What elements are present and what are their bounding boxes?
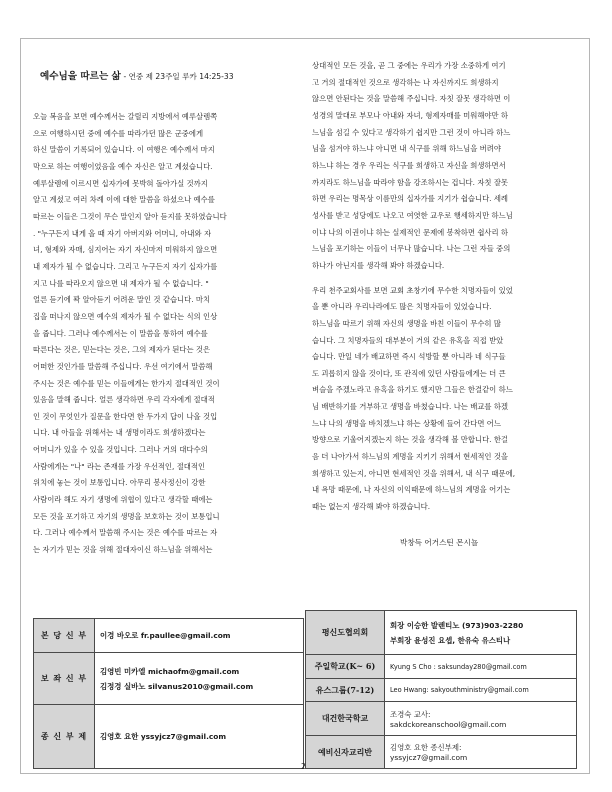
text-line: 느님을 섬길 수 있다고 생각하기 쉽지만 그런 것이 아니라 하느 (312, 127, 511, 137)
text-line: 하신 말씀이 기록되어 있습니다. 이 여행은 예수께서 마지 (33, 145, 215, 155)
text-line: 때는 없는지 생각해 봐야 하겠습니다. (312, 502, 431, 512)
text-line: 님 배반하기를 거부하고 생명을 바쳤습니다. 나는 배교를 하겠 (312, 402, 509, 412)
clergy-row-associate (34, 653, 304, 705)
article-left-column (33, 109, 298, 559)
text-line: 성사를 받고 성당에도 나오고 여엿한 교우로 행세하지만 하느님 (312, 210, 513, 220)
author-signature: 박창득 어거스틴 몬시뇰 (400, 538, 479, 547)
ministry-row (306, 702, 577, 736)
text-line: 지고 나를 따라오지 않으면 내 제자가 될 수 없습니다. " (33, 278, 209, 288)
text-line: 모든 것을 포기하고 자기의 생명을 보호하는 것이 보통입니 (33, 511, 220, 521)
text-line: 하느님을 따르기 위해 자신의 생명을 바친 이들이 무수히 많 (312, 318, 501, 328)
text-line: 벼슬을 주겠노라고 유혹을 하기도 했지만 그들은 한결같이 하느 (312, 385, 513, 395)
text-line: 하면 우리는 명목상 이름만의 십자가를 지기가 쉽습니다. 세례 (312, 194, 509, 204)
text-line: 느냐 나의 생명을 바치겠느냐 하는 상황에 들어 간다면 어느 (312, 418, 501, 428)
clergy-contact: 김영빈 미카엘 michaofm@gmail.com 김정경 실바노 silvanus2010@gmail.com (95, 653, 304, 705)
text-line: 을 뿐 아니라 우리나라에도 많은 치명자들이 있었습니다. (312, 302, 492, 312)
ministry-contact: Kyung S Cho : saksunday280@gmail.com (385, 655, 577, 679)
text-line: 도 괴롭히지 않을 것이다, 또 관직에 있던 사람들에게는 더 큰 (312, 368, 506, 378)
ministry-contact: 회장 이승한 발렌티노 (973)903-2280 부회장 윤성진 요셉, 한유숙 유스티나 (385, 611, 577, 655)
ministry-label: 주일학교(K~ 6) (306, 655, 385, 679)
ministry-table (305, 610, 577, 769)
text-line: 사람에게는 "나" 라는 존재를 가장 우선적인, 절대적인 (33, 461, 206, 471)
ministry-row (306, 679, 577, 702)
text-line: 따른다는 것은, 믿는다는 것은, 그의 제자가 된다는 것은 (33, 345, 211, 355)
text-line: 얼른 듣기에 꽉 알아듣기 어려운 말인 것 같습니다. 마치 (33, 295, 211, 305)
right-paragraph-2 (312, 283, 578, 516)
clergy-row-pastor (34, 619, 304, 653)
ministry-label: 유스그룹(7-12) (306, 679, 385, 702)
text-line: 않으면 안된다는 것을 말씀해 주십니다. 자칫 잘못 생각하면 이 (312, 94, 511, 104)
text-line: 까지라도 하느님을 따라야 함을 강조하시는 겁니다. 자칫 잘못 (312, 177, 509, 187)
ministry-label: 평신도협의회 (306, 611, 385, 655)
clergy-label: 종 신 부 제 (34, 705, 95, 769)
text-line: 어머니가 있을 수 있을 것입니다. 그러나 거의 대다수의 (33, 445, 208, 455)
text-line: 으로 여행하시던 중에 예수를 따라가던 많은 군중에게 (33, 128, 204, 138)
text-line: 하느냐 하는 경우 우리는 식구를 희생하고 자신을 희생하면서 (312, 160, 506, 170)
text-line: 예루살렘에 이르시면 십자가에 못박혀 돌아가실 것까지 (33, 178, 208, 188)
ministry-contact: Leo Hwang: sakyouthministry@gmail.com (385, 679, 577, 702)
ministry-row (306, 655, 577, 679)
ministry-row (306, 736, 577, 769)
text-line: 을 줍니다. 그러나 예수께서는 이 말씀을 통하여 예수를 (33, 328, 208, 338)
clergy-label: 보 좌 신 부 (34, 653, 95, 705)
text-line: 어떠한 것인가를 말씀해 주십니다. 우선 여기에서 말씀해 (33, 361, 213, 371)
ministry-label: 대건한국학교 (306, 702, 385, 736)
right-paragraph-1 (312, 58, 578, 275)
text-line: 내 욕망 때문에, 나 자신의 이익때문에 하느님의 계명을 어기는 (312, 485, 511, 495)
article-right-column (312, 58, 578, 516)
text-line: 고 거의 절대적인 것으로 생각하는 나 자신까지도 희생하지 (312, 77, 499, 87)
text-line: 습니다. 그 치명자들의 대부분이 거의 같은 유혹을 직접 받았 (312, 335, 504, 345)
ministry-row (306, 611, 577, 655)
clergy-contact: 이경 바오로 fr.paullee@gmail.com (95, 619, 304, 653)
text-line: 음 더 나아가서 하느님의 계명을 지키기 위해서 현세적인 것을 (312, 452, 509, 462)
text-line: 위치에 놓는 것이 보통입니다. 아무리 봉사정신이 강한 (33, 478, 206, 488)
text-line: 알고 계셨고 여러 차례 이에 대한 말씀을 하셨으나 예수를 (33, 195, 215, 205)
text-line: 사람이라 해도 자기 생명에 위협이 있다고 생각할 때에는 (33, 495, 213, 505)
text-line: 는 자기가 믿는 것을 위해 절대자이신 하느님을 위해서는 (33, 545, 213, 555)
ministry-contact: 김영호 요한 종신부제: yssyjcz7@gmail.com (385, 736, 577, 769)
clergy-row-deacon (34, 705, 304, 769)
text-line: 있음을 말해 줍니다. 얼른 생각하면 우리 각자에게 절대적 (33, 395, 215, 405)
text-line: 다. 그러나 예수께서 말씀해 주시는 것은 예수를 따르는 자 (33, 528, 218, 538)
text-line: 느님을 포기하는 이들이 너무나 많습니다. 나는 그런 자들 중의 (312, 244, 511, 254)
ministry-label: 예비신자교리반 (306, 736, 385, 769)
clergy-contact: 김영호 요한 yssyjcz7@gmail.com (95, 705, 304, 769)
text-line: 내 제자가 될 수 없습니다. 그리고 누구든지 자기 십자가를 (33, 261, 218, 271)
article-title-reference: - 연중 제 23주일 루카 14:25-33 (123, 72, 234, 81)
article-title (40, 68, 300, 82)
page-number: 2 (301, 762, 306, 771)
text-line: 집을 떠나지 않으면 예수의 제자가 될 수 없다는 식의 인상 (33, 311, 218, 321)
text-line: 따르는 이들은 그것이 무슨 말인지 알아 듣지를 못하였습니다 (33, 211, 227, 221)
text-line: 막으로 하는 여행이었음을 예수 자신은 알고 계셨습니다. (33, 161, 213, 171)
text-line: 니다. 내 아들을 위해서는 내 생명이라도 희생하겠다는 (33, 428, 206, 438)
text-line: 인 것이 무엇인가 질문을 한다면 한 두가지 답이 나올 것입 (33, 411, 218, 421)
clergy-label: 본 당 신 부 (34, 619, 95, 653)
text-line: 상대적인 모든 것을, 곧 그 중에는 우리가 가장 소중하게 여기 (312, 61, 506, 70)
text-line: 이냐 나의 이권이냐 하는 실제적인 문제에 봉착하면 쉽사리 하 (312, 227, 509, 237)
text-line: 우리 천주교회사를 보면 교회 초창기에 무수한 치명자들이 있었 (312, 285, 513, 295)
text-line: 방향으로 기울어지겠는지 하는 것을 생각해 볼 만합니다. 한걸 (312, 435, 509, 445)
text-line: . "누구든지 내게 올 때 자기 아버지와 어머니, 아내와 자 (33, 228, 212, 238)
text-line: 습니다. 만일 네가 배교하면 즉시 석방할 뿐 아니라 네 식구들 (312, 352, 506, 362)
text-line: 주시는 것은 예수를 믿는 이들에게는 한가지 절대적인 것이 (33, 378, 220, 388)
text-line: 님을 섬겨야 하느냐 아니면 내 식구를 위해 하느님을 버려야 (312, 144, 501, 154)
ministry-contact: 조경숙 교사: sakdckoreanschool@gmail.com (385, 702, 577, 736)
text-line: 오늘 복음을 보면 예수께서는 갈릴리 지방에서 예루살렘쪽 (33, 112, 218, 121)
text-line: 하나가 아닌지를 생각해 봐야 하겠습니다. (312, 260, 445, 270)
clergy-table (33, 618, 304, 769)
text-line: 성경의 말대로 부모나 아내와 자녀, 형제자매를 미워해야만 하 (312, 110, 509, 120)
text-line: 녀, 형제와 자매, 심지어는 자기 자신마저 미워하지 않으면 (33, 245, 218, 255)
article-title-main: 예수님을 따르는 삶 (40, 71, 121, 82)
text-line: 희생하고 있는지, 아니면 현세적인 것을 위해서, 내 식구 때문에, (312, 468, 516, 478)
